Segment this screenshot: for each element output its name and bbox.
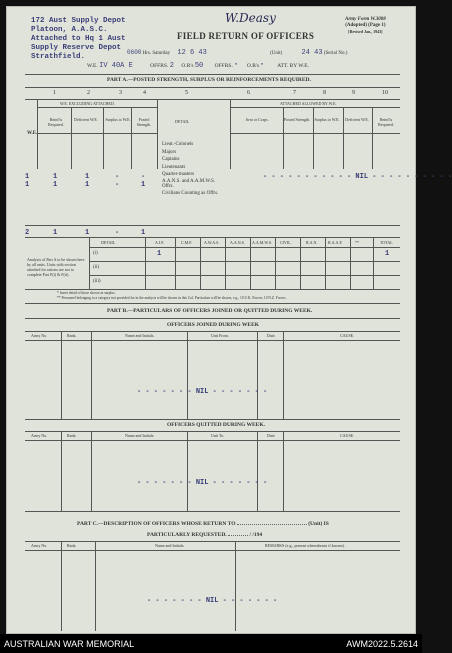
unit-line: Attached to Hq 1 Aust <box>31 35 126 43</box>
analysis-head: CIVIL. <box>280 240 292 245</box>
joined-head: Name and Initials. <box>125 333 155 338</box>
offrs2-label: OFFRS. <box>214 63 233 69</box>
col-head: Reinf'ts Required. <box>378 117 394 127</box>
part-b-title: PART B.—PARTICULARS OF OFFICERS JOINED OR QUITTED DURING WEEK. <box>107 308 313 314</box>
part-c-line2 <box>147 532 262 538</box>
part-a-table <box>25 87 452 237</box>
part-c-head: Name and Initials. <box>155 543 185 548</box>
col-head: Arm or Corps. <box>245 117 269 122</box>
joined-title: OFFICERS JOINED DURING WEEK <box>167 322 260 328</box>
analysis-row-label: (ii) <box>93 265 100 270</box>
row-cell: 1 <box>53 173 58 181</box>
quitted-head: Date. <box>267 433 276 438</box>
nil-text: NIL <box>195 388 209 396</box>
time-line <box>127 49 407 57</box>
unit-line: 172 Aust Supply Depot <box>31 17 126 25</box>
we-line <box>87 62 407 70</box>
row-cell: 1 <box>25 181 30 189</box>
total-cell: 1 <box>53 229 58 237</box>
analysis-row-label: (i) <box>93 251 98 256</box>
col-head: Surplus to W.E. <box>314 117 340 122</box>
quitted-table <box>25 431 400 511</box>
part-c-unit-is: (Unit) IS <box>308 521 329 527</box>
analysis-head: A.A.M.W.S. <box>252 240 272 245</box>
col-head: Deficient W.E. <box>74 117 98 122</box>
aif-value: 1 <box>157 250 162 258</box>
rank-label: Captains <box>162 157 180 162</box>
offrs-label: OFFRS. <box>150 63 169 69</box>
part-a-title: PART A.—POSTED STRENGTH, SURPLUS OR REINFORCEMENTS REQUIRED. <box>107 77 311 83</box>
signature: W.Deasy <box>225 11 276 25</box>
serial-value: 24 43 <box>301 49 323 57</box>
part-a-nil: - - - - - - - - - - - NIL - - - - - - - - - - <box>263 173 452 181</box>
form-title: FIELD RETURN OF OFFICERS <box>177 31 315 41</box>
rank-label: Quarter-masters <box>162 172 195 177</box>
ors-value: 50 <box>194 62 204 70</box>
part-c-table <box>25 541 400 631</box>
nil-text: NIL <box>355 173 369 181</box>
col-head: Deficient W.E. <box>345 117 369 122</box>
analysis-head: A.A.N.S. <box>230 240 245 245</box>
joined-table <box>25 331 400 419</box>
col-num: 7 <box>293 90 296 96</box>
quitted-head: Name and Initials. <box>125 433 155 438</box>
unit-line: Supply Reserve Depot <box>31 44 122 52</box>
analysis-head: R.A.A.F. <box>328 240 343 245</box>
serial-label: (Serial No.) <box>323 51 348 56</box>
analysis-head: A.I.F. <box>155 240 165 245</box>
part-c-head: Rank. <box>67 543 77 548</box>
rank-label: Lieutenants <box>162 164 186 170</box>
col-num: 3 <box>119 90 122 96</box>
notes <box>57 291 397 300</box>
nil-text: NIL <box>205 597 219 605</box>
footer-left: AUSTRALIAN WAR MEMORIAL <box>4 639 135 649</box>
hrs-value: 0600 <box>127 49 142 56</box>
analysis-text: Analysis of Part A to be shown here by all units. Units with section attached for rations are not to complete Part F(i) & F(ii). <box>27 257 85 277</box>
joined-head: CAUSE. <box>340 333 355 338</box>
col-num: 1 <box>53 90 56 96</box>
detail-head: DETAIL <box>175 119 190 124</box>
col-num: 5 <box>185 90 188 96</box>
form-number-label: Army Form W.3008 <box>345 17 386 22</box>
hrs-label: Hrs. Saturday <box>142 51 171 56</box>
quitted-nil: - - - - - - - NIL - - - - - - - <box>137 479 268 487</box>
ors2-value: " <box>260 62 264 69</box>
analysis-table <box>25 237 400 297</box>
unit-line: Strathfield. <box>31 53 86 61</box>
form-sheet <box>6 6 452 634</box>
part-c-date: / /194 <box>249 532 263 538</box>
att-allowed-head: ATTACHED ALLOWED BY W.E. <box>280 101 337 106</box>
col-head: Posted Strength. <box>136 117 152 127</box>
footer-right: AWM2022.5.2614 <box>346 639 418 649</box>
analysis-head: ** <box>355 240 359 245</box>
form-adopted: (Adopted) (Page 1) <box>345 23 386 28</box>
row-cell: - <box>115 181 120 189</box>
total-cell: - <box>115 229 120 237</box>
rank-label: Lieut.-Colonels <box>162 142 194 147</box>
we-excl-head: W.E. EXCLUDING ATTACHED. <box>60 101 115 106</box>
ors2-label: O.R's <box>246 63 260 69</box>
total-value: 1 <box>385 250 390 258</box>
we-value: IV 40A E <box>99 62 133 70</box>
part-c-nil: - - - - - - - NIL - - - - - - - <box>147 597 278 605</box>
nil-text: NIL <box>195 479 209 487</box>
col-num: 10 <box>382 90 388 96</box>
analysis-head: A.W.A.S. <box>204 240 220 245</box>
unit-block <box>31 17 126 62</box>
joined-head: Army No. <box>31 333 48 338</box>
archive-footer <box>0 634 422 653</box>
col-head: Surplus to W.E. <box>105 117 131 122</box>
ors-label: O.R's <box>181 63 194 69</box>
quitted-head: Rank. <box>67 433 77 438</box>
joined-head: Rank. <box>67 333 77 338</box>
col-num: 4 <box>143 90 146 96</box>
analysis-head: R.A.N. <box>306 240 318 245</box>
we-head: W.E. <box>27 131 38 136</box>
row-cell: 1 <box>53 181 58 189</box>
rank-label: Civilians Counting as Offrs. <box>162 190 219 196</box>
row-cell: 1 <box>141 181 146 189</box>
unit-line: Platoon, A.A.S.C. <box>31 26 108 34</box>
part-c-head: REMARKS (e.g., present whereabouts if known). <box>265 543 345 548</box>
note: ** Personnel belonging to a category not provided for in the analysis will be shown in this Col. Particulars will be shown, e.g., 10 U.K. Forces; 10 N.Z. Forces. <box>57 295 287 300</box>
quitted-head: Unit To. <box>211 433 225 438</box>
total-cell: 1 <box>141 229 146 237</box>
joined-head: Date. <box>267 333 276 338</box>
joined-head: Unit From. <box>211 333 229 338</box>
col-num: 6 <box>247 90 250 96</box>
rank-list <box>162 141 224 196</box>
row-cell: 1 <box>25 173 30 181</box>
row-cell: 1 <box>85 181 90 189</box>
form-revised: [Revised Jan., 1943] <box>348 29 383 34</box>
rank-label: A.A.N.S. and A.A.M.W.S. Offrs. <box>162 178 216 189</box>
date-value: 12 6 43 <box>177 49 207 57</box>
quitted-title: OFFICERS QUITTED DURING WEEK. <box>167 422 265 428</box>
part-c-head: Army No. <box>31 543 48 548</box>
col-num: 2 <box>87 90 90 96</box>
analysis-head: TOTAL <box>380 240 393 245</box>
rank-label: Majors <box>162 149 177 155</box>
quitted-head: Army No. <box>31 433 48 438</box>
col-num: 8 <box>323 90 326 96</box>
part-c-line1 <box>77 521 329 527</box>
note: * Insert detail of those shown as surplus. <box>57 291 116 295</box>
joined-nil: - - - - - - - NIL - - - - - - - <box>137 388 268 396</box>
unit-label: (Unit) <box>270 51 283 56</box>
offrs2-value: " <box>234 62 238 69</box>
col-num: 9 <box>352 90 355 96</box>
total-cell: 1 <box>85 229 90 237</box>
col-head: Posted Strength. <box>283 117 311 122</box>
att-label: ATT. BY W.E. <box>277 63 310 69</box>
analysis-row-label: (iii) <box>93 279 101 284</box>
total-cell: 2 <box>25 229 30 237</box>
col-head: Reinf'ts Required. <box>48 117 64 127</box>
row-cell: - <box>115 173 120 181</box>
row-cell: 1 <box>85 173 90 181</box>
offrs-value: 2 <box>169 62 174 70</box>
analysis-head: DETAIL <box>101 240 116 245</box>
row-cell: - <box>141 173 146 181</box>
part-c-title: PART C.—DESCRIPTION OF OFFICERS WHOSE RETURN TO <box>77 521 236 527</box>
analysis-head: C.M.F. <box>181 240 193 245</box>
form-number <box>345 17 386 35</box>
quitted-head: CAUSE. <box>340 433 355 438</box>
part-c-requested: PARTICULARLY REQUESTED. <box>147 532 227 538</box>
we-label: W.E. <box>87 63 98 69</box>
